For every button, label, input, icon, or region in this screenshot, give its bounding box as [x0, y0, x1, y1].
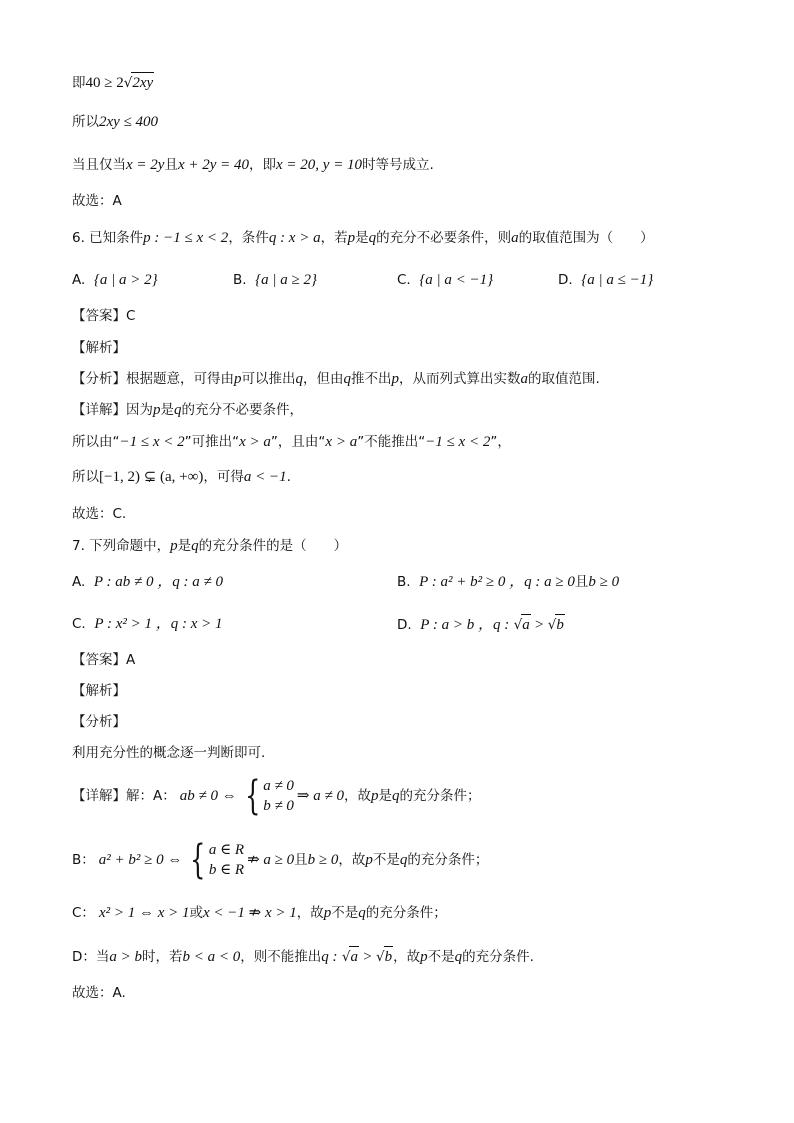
math: a ∈ R [208, 842, 245, 858]
text: 且 [574, 574, 589, 590]
brace-icon: { [190, 837, 206, 883]
q6-fenxi [72, 369, 600, 389]
text: C： [72, 905, 95, 921]
text: ”不能推出“ [357, 434, 426, 450]
sqrt-sign-icon: √ [547, 617, 557, 633]
q7-stem [72, 536, 347, 556]
text: ，则不能推出 [240, 949, 322, 965]
line-equality-condition [72, 155, 434, 175]
text: 不是 [331, 905, 359, 921]
text: ，故 [393, 949, 421, 965]
text: 是 [177, 538, 192, 554]
text: ，若 [320, 230, 348, 246]
q7-fenxi-tag: 【分析】 [72, 714, 126, 730]
math: q : x > a [268, 230, 321, 246]
text: 时等号成立. [362, 157, 434, 173]
text: 且 [294, 852, 308, 868]
math: x + 2y = 40 [177, 157, 249, 173]
text: 当且仅当 [72, 157, 126, 173]
math: x < −1 ⇏ x > 1 [203, 905, 297, 921]
line-equality-1 [72, 72, 154, 93]
text: ，即 [249, 157, 276, 173]
math: [−1, 2) ⊊ (a, +∞) [99, 469, 204, 485]
math: q [391, 788, 400, 804]
math-radicand: b [555, 614, 565, 635]
math: P : ab ≠ 0 ，q : a ≠ 0 [93, 574, 223, 590]
text: ，可得 [203, 469, 244, 485]
math: q [368, 230, 377, 246]
q7-fenxi-text: 利用充分性的概念逐一判断即可. [72, 745, 266, 761]
q7-option-b [397, 572, 619, 592]
text: 的充分条件的是（ ） [198, 538, 348, 554]
q6-option-a [72, 270, 158, 290]
math: {a | a < −1} [419, 272, 494, 288]
math: p [170, 538, 178, 554]
text: ，故 [343, 788, 371, 804]
q7-detail-d [72, 946, 534, 967]
math: a² + b² ≥ 0 ⇔ [98, 852, 183, 868]
answer-tag: 【答案】 [72, 652, 126, 668]
option-label: B. [397, 574, 411, 590]
text: 且 [164, 157, 178, 173]
math: > [535, 617, 544, 633]
text: 的充分不必要条件，则 [376, 230, 512, 246]
q7-option-c [72, 614, 223, 634]
math: b ∈ R [208, 862, 245, 878]
text: 解：A： [126, 788, 176, 804]
text: 的充分条件； [399, 788, 481, 804]
math: q [358, 905, 366, 921]
q6-answer [72, 306, 135, 326]
text: 不是 [372, 852, 400, 868]
math-radicand: b [384, 946, 394, 967]
math: x = 20, y = 10 [276, 157, 363, 173]
math: {a | a ≥ 2} [255, 272, 318, 288]
text: ”，且由“ [270, 434, 326, 450]
system-stack [209, 840, 244, 880]
math: p [391, 371, 399, 387]
math: q : [321, 949, 338, 965]
q6-option-b [233, 270, 317, 290]
text: ，但由 [303, 371, 344, 387]
text: 根据题意，可得由 [126, 371, 234, 387]
answer-value: A [126, 652, 136, 668]
text: ，从而列式算出实数 [399, 371, 521, 387]
text: 所以 [72, 469, 99, 485]
math: p : −1 ≤ x < 2 [143, 230, 229, 246]
text: 是 [355, 230, 369, 246]
math: {a | a > 2} [93, 272, 158, 288]
system-brace [185, 837, 245, 883]
q7-detail-b [72, 837, 489, 883]
math: b < a < 0 [182, 949, 241, 965]
math: a > b [109, 949, 143, 965]
text: ”， [490, 434, 511, 450]
text: 的取值范围为（ ） [518, 230, 654, 246]
q6-stem [72, 228, 654, 248]
math: −1 ≤ x < 2 [425, 434, 491, 450]
detail-tag: 【详解】 [72, 402, 126, 418]
answer-tag: 【答案】 [72, 308, 126, 324]
text: 不是 [427, 949, 455, 965]
math: 40 ≥ 2 [85, 75, 124, 91]
text: 6. 已知条件 [72, 230, 144, 246]
text: . [286, 469, 291, 485]
text: B： [72, 852, 95, 868]
sqrt-sign-icon: √ [341, 949, 351, 965]
option-label: C. [397, 272, 411, 288]
math: a [520, 371, 528, 387]
math: {a | a ≤ −1} [581, 272, 654, 288]
option-label: D. [558, 272, 573, 288]
line-inequality-2 [72, 112, 158, 132]
detail-tag: 【详解】 [72, 788, 126, 804]
brace-icon: { [244, 773, 261, 819]
math: a ≠ 0 [263, 778, 294, 794]
text: 7. 下列命题中， [72, 538, 171, 554]
math: P : a² + b² ≥ 0 ，q : a ≥ 0 [419, 574, 575, 590]
q6-option-c [397, 270, 493, 290]
math: p [347, 230, 356, 246]
line-choose-a: 故选：A [72, 193, 122, 209]
math: b ≥ 0 [307, 852, 339, 868]
math: ⇏ a ≥ 0 [247, 852, 295, 868]
math-radicand: a [521, 614, 531, 635]
math-radicand: 2xy [131, 72, 154, 93]
text: 可以推出 [241, 371, 296, 387]
math: a < −1 [243, 469, 287, 485]
math: ab ≠ 0 ⇔ [179, 788, 237, 804]
sqrt-sign-icon: √ [513, 617, 523, 633]
answer-value: C [126, 308, 136, 324]
math: a [511, 230, 519, 246]
q6-option-d [558, 270, 653, 290]
text: 的充分条件； [407, 852, 489, 868]
text: 的充分条件； [365, 905, 447, 921]
text: 所以 [72, 114, 99, 130]
text: 是 [378, 788, 392, 804]
math: q [191, 538, 199, 554]
math: > [363, 949, 372, 965]
math: p [234, 371, 242, 387]
math: x > a [325, 434, 358, 450]
option-label: B. [233, 272, 247, 288]
q7-answer [72, 650, 135, 670]
text: ，条件 [228, 230, 269, 246]
math: q [295, 371, 303, 387]
text: 是 [160, 402, 174, 418]
q7-option-a [72, 572, 223, 592]
math: x > a [239, 434, 271, 450]
q7-detail-c [72, 903, 447, 923]
math: P : x² > 1 ，q : x > 1 [94, 616, 223, 632]
q6-analysis-tag: 【解析】 [72, 340, 126, 356]
math: x = 2y [126, 157, 165, 173]
q7-detail-a [72, 773, 481, 819]
option-label: A. [72, 272, 86, 288]
math: q [399, 852, 408, 868]
sqrt-sign-icon: √ [123, 75, 133, 91]
math: 2xy ≤ 400 [99, 114, 159, 130]
math: q [454, 949, 463, 965]
math: b ≥ 0 [588, 574, 620, 590]
q6-detail-3 [72, 467, 291, 487]
q7-analysis-tag: 【解析】 [72, 683, 126, 699]
text: ”可推出“ [184, 434, 240, 450]
math: q [343, 371, 351, 387]
math: p [323, 905, 332, 921]
option-label: D. [397, 617, 412, 633]
option-label: C. [72, 616, 86, 632]
text: 的充分不必要条件， [181, 402, 303, 418]
system-stack [263, 776, 294, 816]
text: 的充分条件. [462, 949, 534, 965]
text: 的取值范围. [528, 371, 600, 387]
math: b ≠ 0 [263, 798, 294, 814]
math: p [153, 402, 161, 418]
math: x² > 1 ⇔ x > 1 [98, 905, 190, 921]
text: 时，若 [142, 949, 183, 965]
text: ，故 [338, 852, 366, 868]
system-brace [240, 773, 294, 819]
math: p [365, 852, 373, 868]
option-label: A. [72, 574, 86, 590]
q7-end: 故选：A. [72, 985, 126, 1001]
math: p [420, 949, 428, 965]
text: 所以由“ [72, 434, 120, 450]
fenxi-tag: 【分析】 [72, 371, 126, 387]
text: ，故 [296, 905, 324, 921]
text: D：当 [72, 949, 110, 965]
text: 或 [189, 905, 203, 921]
q6-detail-1 [72, 400, 303, 420]
math-radicand: a [349, 946, 359, 967]
q6-detail-2 [72, 432, 511, 452]
text: 因为 [126, 402, 153, 418]
text: 推不出 [351, 371, 392, 387]
math: P : a > b ，q : [420, 617, 510, 633]
sqrt-sign-icon: √ [376, 949, 385, 965]
math: p [370, 788, 379, 804]
q7-option-d [397, 614, 565, 635]
text: 即 [72, 75, 86, 91]
math: −1 ≤ x < 2 [119, 434, 185, 450]
math: ⇒ a ≠ 0 [296, 788, 344, 804]
q6-end: 故选：C. [72, 506, 127, 522]
math: q [174, 402, 182, 418]
